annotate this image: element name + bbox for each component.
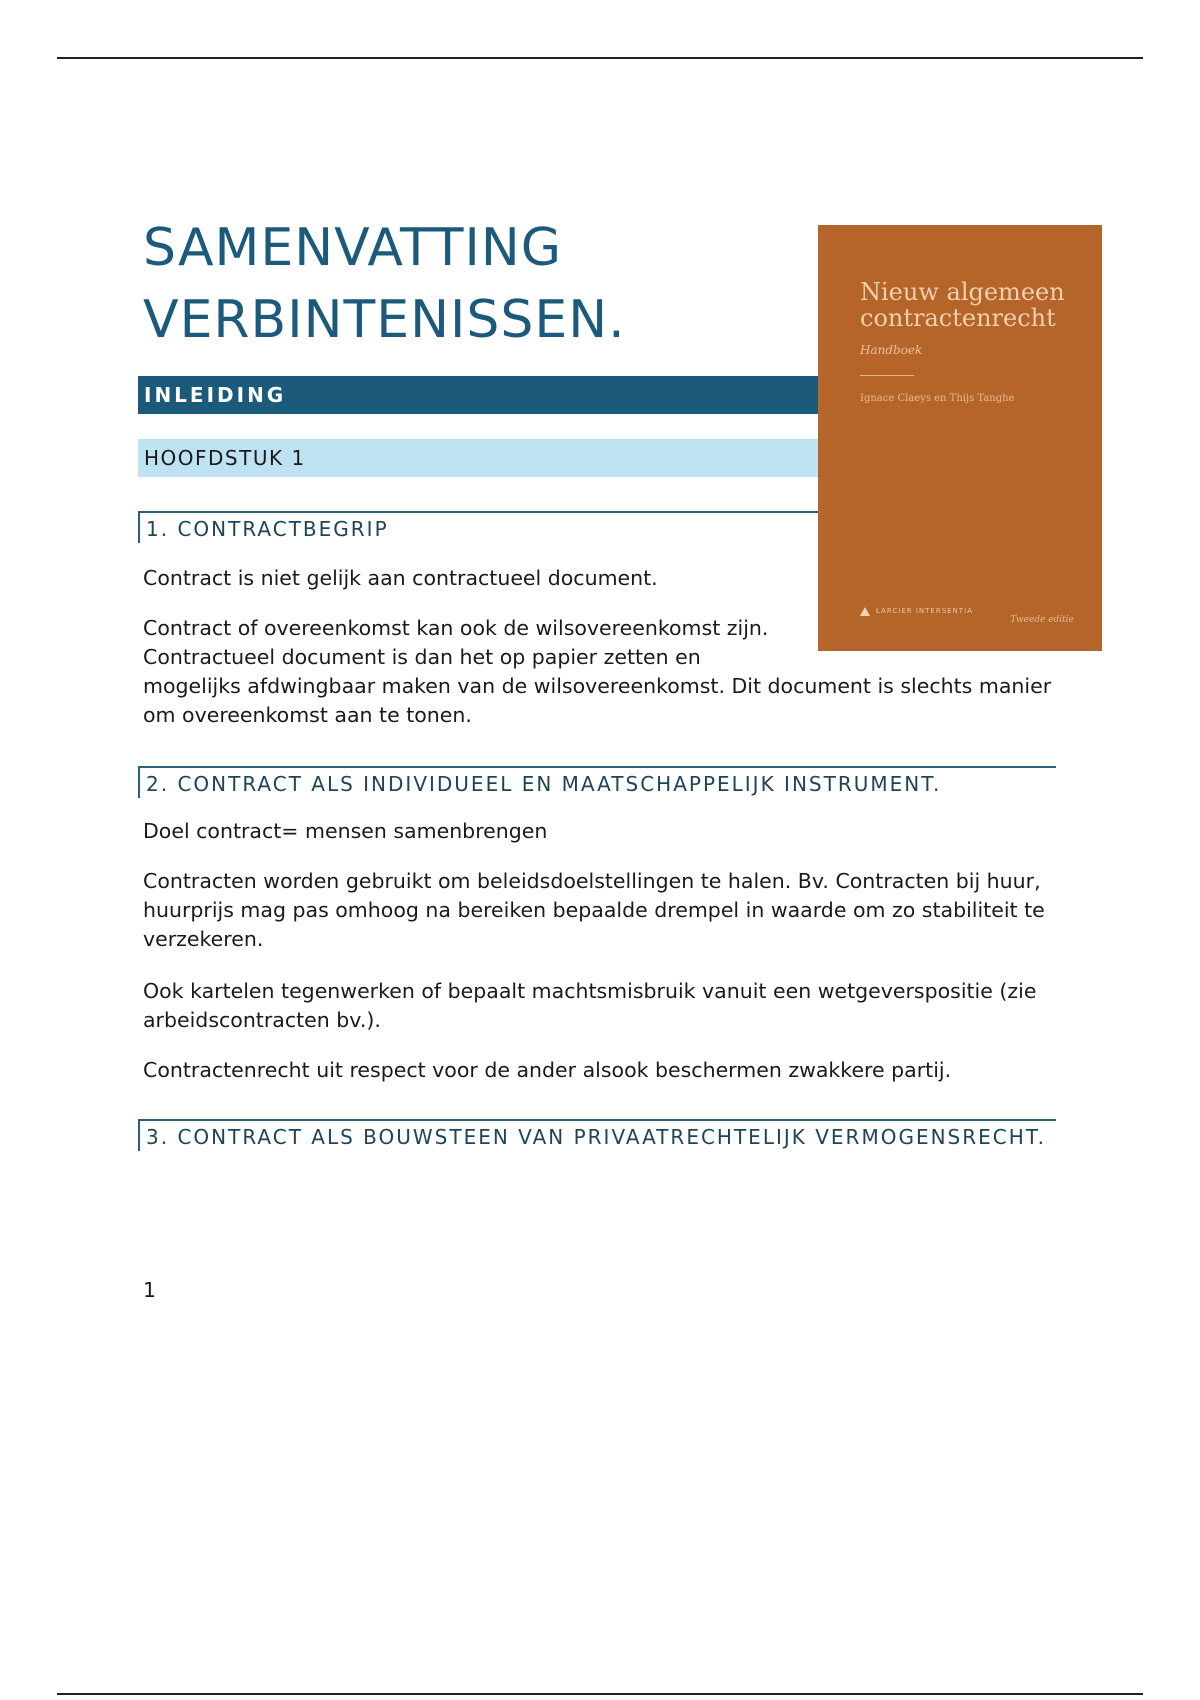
section-1-paragraph-1: Contract is niet gelijk aan contractueel document.	[143, 566, 658, 590]
chapter-heading: HOOFDSTUK 1	[138, 439, 818, 477]
section-1-paragraph-2-text: Contract of overeenkomst kan ook de wilsovereenkomst zijn. Contractueel document is dan het op papier zetten en mogelijks afdwingbaar maken van de wilsovereenkomst. Dit document is slechts manier om overeenkomst aan te tonen.	[143, 616, 1052, 727]
book-cover-divider	[860, 375, 914, 376]
book-cover-authors: Ignace Claeys en Thijs Tanghe	[860, 393, 1015, 404]
section-2-paragraph-4: Contractenrecht uit respect voor de ander alsook beschermen zwakkere partij.	[143, 1058, 952, 1082]
section-2-paragraph-1: Doel contract= mensen samenbrengen	[143, 819, 548, 843]
book-cover-image	[818, 225, 1102, 651]
section-2-paragraph-3: Ook kartelen tegenwerken of bepaalt machtsmisbruik vanuit een wetgeverspositie (zie arbeidscontracten bv.).	[143, 979, 1037, 1032]
book-cover-subtitle: Handboek	[860, 343, 923, 357]
book-cover-title: Nieuw algemeen contractenrecht	[860, 278, 1065, 332]
footer-rule	[57, 1693, 1143, 1695]
page-number: 1	[143, 1278, 157, 1302]
triangle-logo-icon	[860, 607, 870, 616]
title-line-2: VERBINTENISSEN.	[143, 290, 626, 350]
header-rule	[57, 57, 1143, 59]
part-heading: INLEIDING	[138, 376, 818, 414]
book-cover-edition: Tweede editie	[1010, 615, 1074, 625]
section-1-heading: 1. CONTRACTBEGRIP	[138, 511, 818, 543]
book-cover-publisher-name: LARCIER INTERSENTIA	[876, 607, 973, 615]
section-3-heading: 3. CONTRACT ALS BOUWSTEEN VAN PRIVAATRECHTELIJK VERMOGENSRECHT.	[138, 1119, 1056, 1151]
section-2-paragraph-2: Contracten worden gebruikt om beleidsdoelstellingen te halen. Bv. Contracten bij huur, huurprijs mag pas omhoog na bereiken bepaalde drempel in waarde om zo stabiliteit te verzekeren.	[143, 869, 1045, 951]
book-cover-publisher	[860, 607, 973, 616]
title-line-1: SAMENVATTING	[143, 218, 563, 278]
section-2-heading: 2. CONTRACT ALS INDIVIDUEEL EN MAATSCHAPPELIJK INSTRUMENT.	[138, 766, 1056, 798]
document-title	[143, 212, 783, 356]
